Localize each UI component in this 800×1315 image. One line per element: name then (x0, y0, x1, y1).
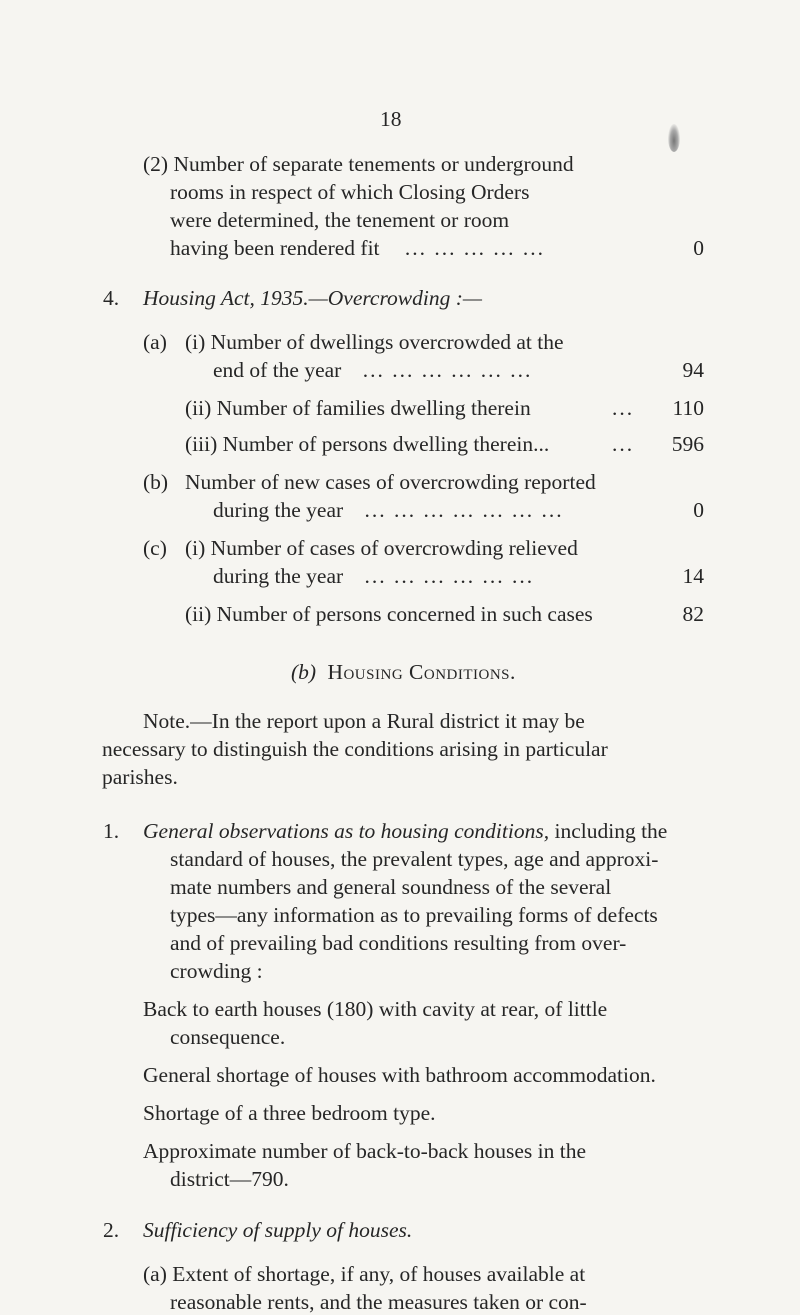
section4-b-value: 0 (693, 498, 704, 522)
general-line-5: crowding : (170, 959, 263, 983)
general-title-rest: including the (554, 819, 668, 843)
general-line-3: types—any information as to prevailing forms of defects (170, 903, 658, 927)
sufficiency-title: Sufficiency of supply of houses. (143, 1218, 413, 1242)
closing-line-4 (170, 235, 545, 261)
note-line-2: necessary to distinguish the conditions arising in particular (102, 737, 608, 761)
note-line-1: Note.—In the report upon a Rural district it may be (143, 709, 585, 733)
section4-title: Housing Act, 1935.—Overcrowding :— (143, 286, 483, 310)
closing-dots: ... ... ... ... ... (404, 236, 546, 260)
section4-a-iii-value: 596 (671, 432, 704, 456)
section4-a-ii-dots: ... (612, 396, 635, 420)
section4-a-i-dots: ... ... ... ... ... ... (362, 358, 533, 382)
housing-conditions-heading (291, 659, 516, 685)
general-line-1: standard of houses, the prevalent types, age and approxi- (170, 847, 659, 871)
general-line-2: mate numbers and general soundness of the several (170, 875, 612, 899)
section4-b-dots: ... ... ... ... ... ... ... (364, 498, 564, 522)
observation-2: General shortage of houses with bathroom accommodation. (143, 1063, 656, 1087)
section4-a-i-line2 (213, 357, 532, 383)
observation-4-line1: Approximate number of back-to-back houses in the (143, 1139, 587, 1163)
section4-a-iii-text: (iii) Number of persons dwelling therein... (185, 432, 550, 456)
ink-blot (668, 124, 680, 152)
closing-line-1: (2) Number of separate tenements or underground (143, 152, 574, 176)
general-title-italic: General observations as to housing conditions, (143, 819, 550, 843)
section4-a-label: (a) (143, 330, 167, 354)
note-line-3: parishes. (102, 765, 178, 789)
section4-a-i-line2-text: end of the year (213, 358, 342, 382)
section4-c-ii-value: 82 (682, 602, 704, 626)
general-line-4: and of prevailing bad conditions resulting from over- (170, 931, 627, 955)
section4-c-i-value: 14 (682, 564, 704, 588)
sufficiency-a-line2: reasonable rents, and the measures taken or con- (170, 1290, 587, 1314)
general-title-line (143, 818, 667, 844)
closing-line-4-text: having been rendered fit (170, 236, 380, 260)
section4-c-i-dots: ... ... ... ... ... ... (364, 564, 535, 588)
observation-4-line2: district—790. (170, 1167, 289, 1191)
section4-b-line1: Number of new cases of overcrowding reported (185, 470, 596, 494)
section4-c-i-line2-text: during the year (213, 564, 344, 588)
section4-a-ii-text: (ii) Number of families dwelling therein (185, 396, 531, 420)
section4-c-i-line2 (213, 563, 534, 589)
section4-a-ii-value: 110 (672, 396, 704, 420)
closing-line-2: rooms in respect of which Closing Orders (170, 180, 530, 204)
housing-conditions-label: (b) (291, 660, 317, 684)
section4-c-label: (c) (143, 536, 167, 560)
closing-line-3: were determined, the tenement or room (170, 208, 510, 232)
section4-a-i-value: 94 (682, 358, 704, 382)
observation-3: Shortage of a three bedroom type. (143, 1101, 436, 1125)
section4-a-i-line1: (i) Number of dwellings overcrowded at the (185, 330, 564, 354)
section4-number: 4. (103, 286, 120, 310)
section4-c-i-line1: (i) Number of cases of overcrowding relieved (185, 536, 578, 560)
section4-b-line2 (213, 497, 564, 523)
housing-conditions-title: Housing Conditions. (327, 660, 516, 684)
general-number: 1. (103, 819, 120, 843)
section4-c-ii-text: (ii) Number of persons concerned in such cases (185, 602, 593, 626)
section4-a-iii-dots: ... (612, 432, 635, 456)
closing-value: 0 (693, 236, 704, 260)
page-number: 18 (380, 107, 402, 131)
sufficiency-a-line1: (a) Extent of shortage, if any, of houses available at (143, 1262, 586, 1286)
sufficiency-number: 2. (103, 1218, 120, 1242)
section4-b-line2-text: during the year (213, 498, 344, 522)
observation-1-line1: Back to earth houses (180) with cavity at rear, of little (143, 997, 608, 1021)
observation-1-line2: consequence. (170, 1025, 286, 1049)
section4-b-label: (b) (143, 470, 169, 494)
